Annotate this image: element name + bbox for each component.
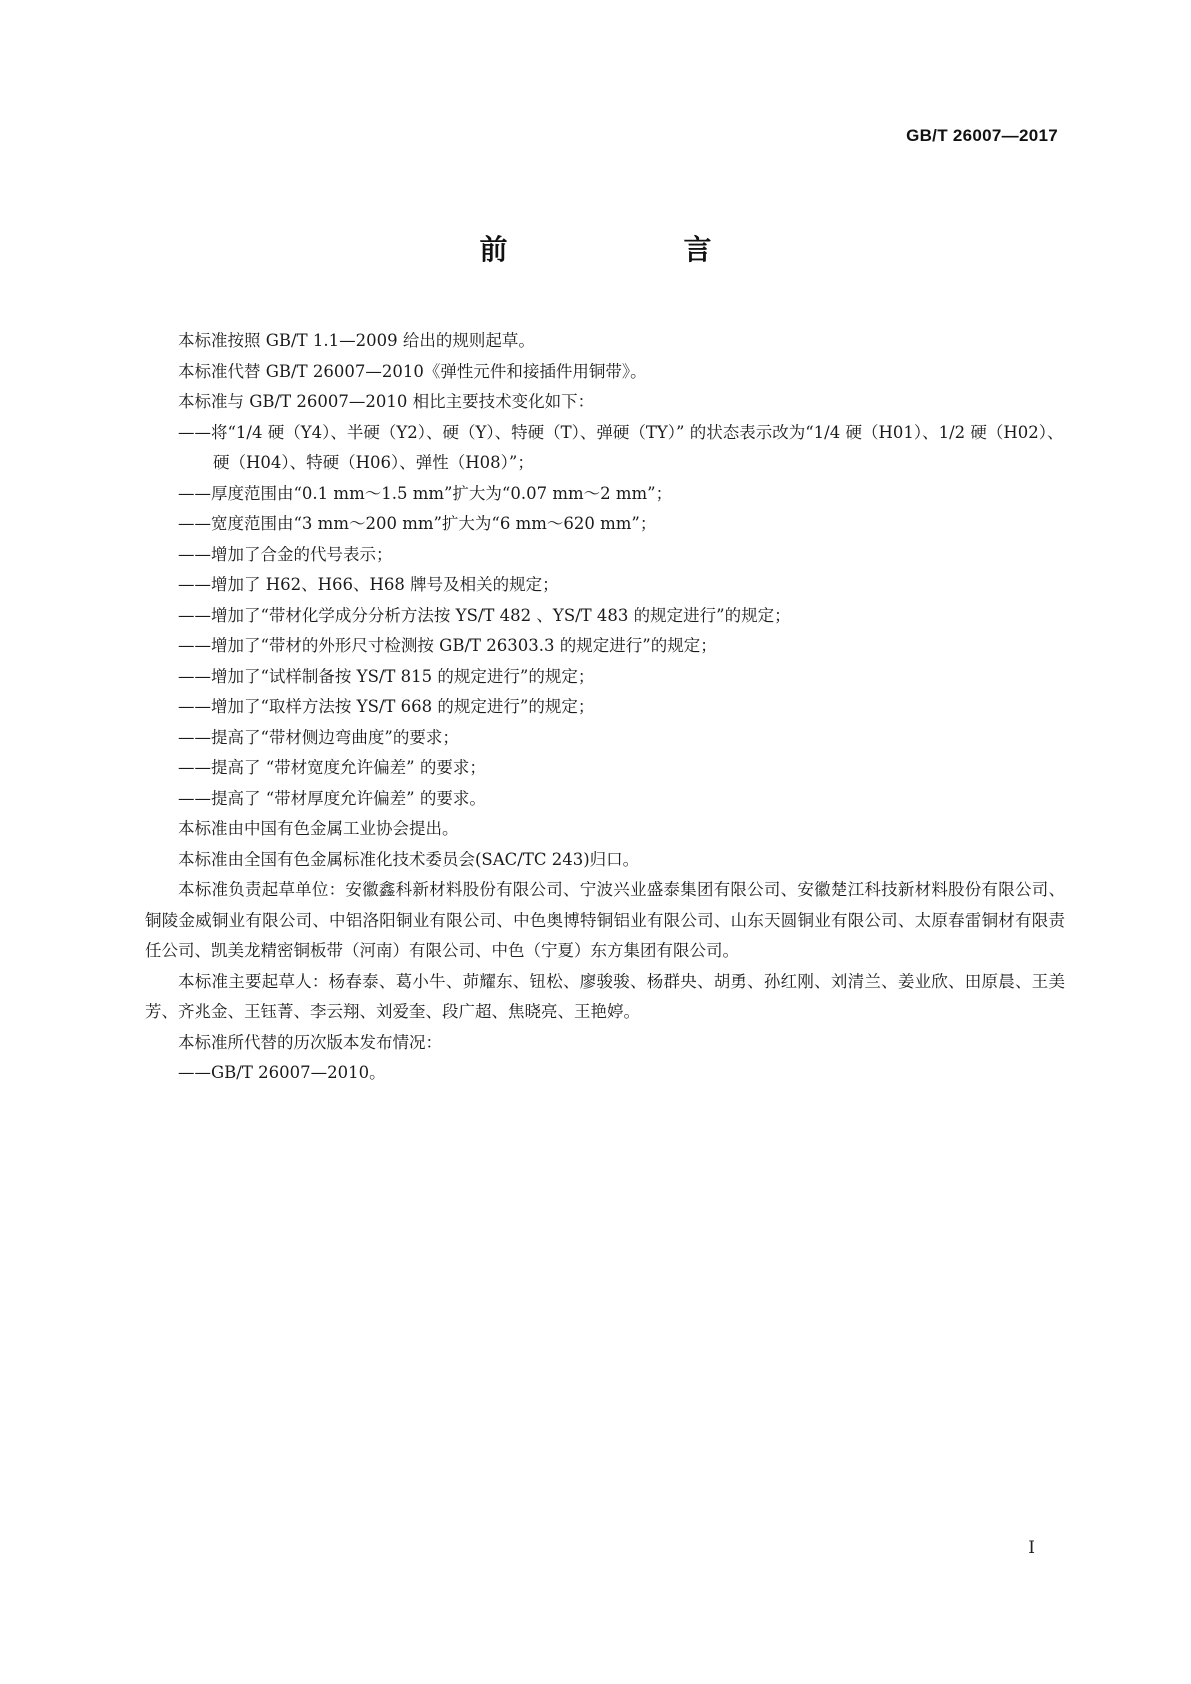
paragraph-previous-editions: 本标准所代替的历次版本发布情况：	[178, 1032, 442, 1052]
change-item: ——厚度范围由“0.1 mm～1.5 mm”扩大为“0.07 mm～2 mm”；	[178, 483, 673, 503]
change-item: ——提高了“带材侧边弯曲度”的要求；	[178, 727, 459, 747]
paragraph-replaces: 本标准代替 GB/T 26007—2010《弹性元件和接插件用铜带》。	[178, 361, 647, 381]
change-item: ——增加了“取样方法按 YS/T 668 的规定进行”的规定；	[178, 697, 595, 716]
change-item: ——增加了合金的代号表示；	[178, 544, 393, 564]
previous-edition-item: ——GB/T 26007—2010。	[178, 1063, 386, 1082]
change-item: ——增加了 H62、H66、H68 牌号及相关的规定；	[178, 575, 559, 594]
paragraph-drafters: 本标准主要起草人：杨春泰、葛小牛、茆耀东、钮松、廖骏骏、杨群央、胡勇、孙红刚、刘清兰、姜业欣、田原晨、王美芳、齐兆金、王钰菁、李云翔、刘爱奎、段广超、焦晓亮、王艳婷。	[145, 971, 1065, 1021]
document-body	[145, 326, 1065, 1089]
page-number: I	[1028, 1538, 1035, 1558]
paragraph-drafting-rules: 本标准按照 GB/T 1.1—2009 给出的规则起草。	[178, 331, 535, 350]
change-item: ——增加了“带材化学成分分析方法按 YS/T 482 、YS/T 483 的规定进行”的规定；	[178, 605, 791, 625]
page-title: 前 言	[479, 233, 752, 266]
change-item: ——增加了“带材的外形尺寸检测按 GB/T 26303.3 的规定进行”的规定；	[178, 636, 717, 655]
change-item: ——宽度范围由“3 mm～200 mm”扩大为“6 mm～620 mm”；	[178, 514, 657, 533]
paragraph-proposed-by: 本标准由中国有色金属工业协会提出。	[178, 819, 459, 838]
standard-code: GB/T 26007—2017	[906, 126, 1058, 145]
paragraph-changes-intro: 本标准与 GB/T 26007—2010 相比主要技术变化如下：	[178, 392, 595, 411]
paragraph-drafting-units: 本标准负责起草单位：安徽鑫科新材料股份有限公司、宁波兴业盛泰集团有限公司、安徽楚江科技新材料股份有限公司、铜陵金威铜业有限公司、中铝洛阳铜业有限公司、中色奥博特铜铝业有限公司、山东天圆铜业有限公司、太原春雷铜材有限责任公司、凯美龙精密铜板带（河南）有限公司、中色（宁夏）东方集团有限公司。	[145, 880, 1065, 960]
change-item: ——将“1/4 硬（Y4）、半硬（Y2）、硬（Y）、特硬（T）、弹硬（TY）” 的状态表示改为“1/4 硬（H01）、1/2 硬（H02）、硬（H04）、特硬（H06）、弹性（H08）”；	[178, 422, 1064, 472]
changes-list	[145, 418, 1065, 815]
change-item: ——提高了 “带材厚度允许偏差” 的要求。	[178, 788, 486, 808]
paragraph-centralized-by: 本标准由全国有色金属标准化技术委员会(SAC/TC 243)归口。	[178, 849, 640, 869]
change-item: ——增加了“试样制备按 YS/T 815 的规定进行”的规定；	[178, 666, 595, 686]
change-item: ——提高了 “带材宽度允许偏差” 的要求；	[178, 758, 486, 777]
